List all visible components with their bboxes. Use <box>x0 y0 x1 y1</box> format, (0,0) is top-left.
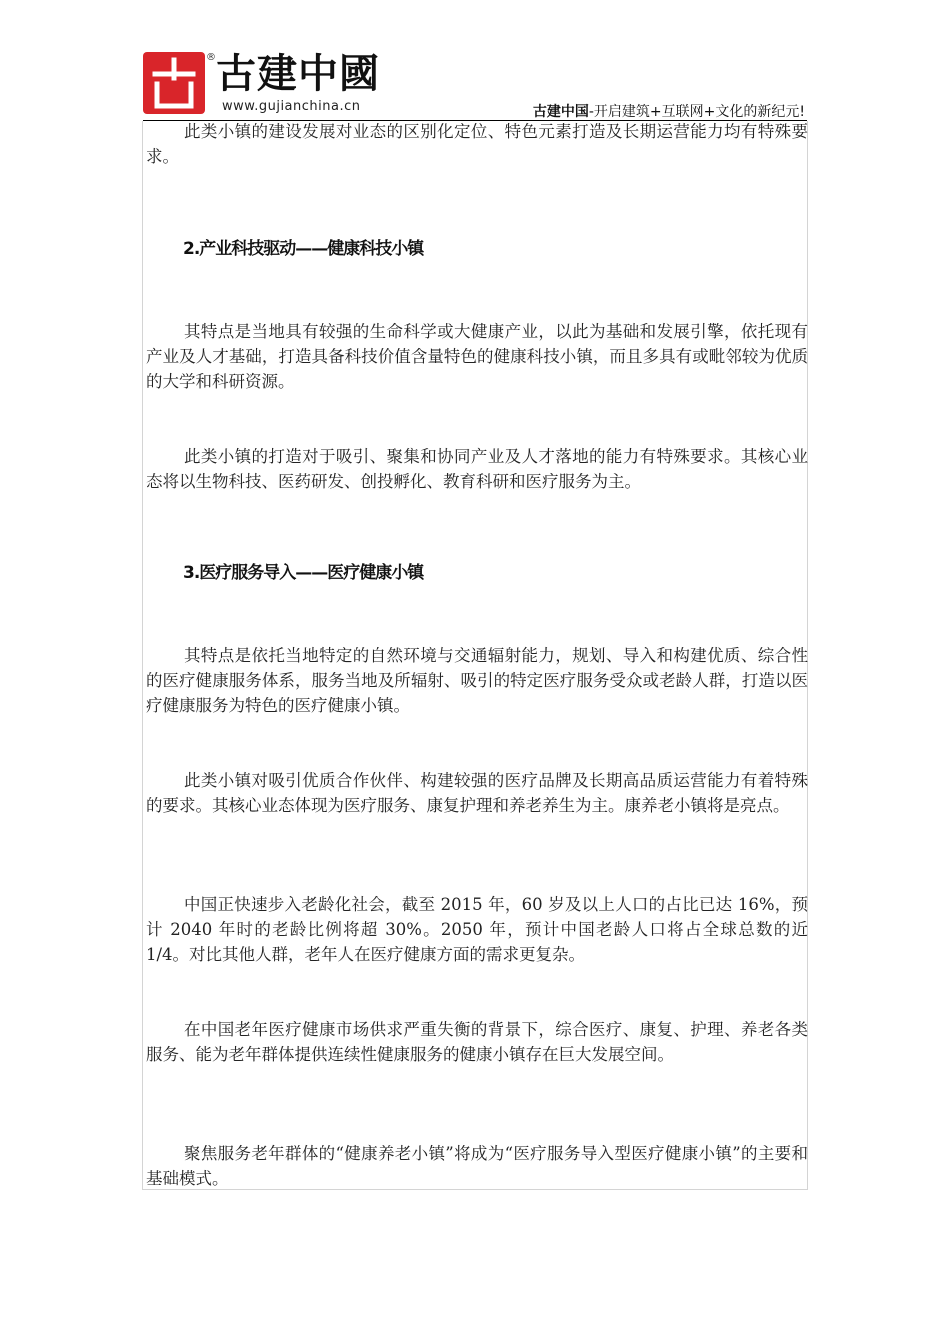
header-slogan <box>533 101 805 121</box>
paragraph-aging: 中国正快速步入老龄化社会，截至 2015 年，60 岁及以上人口的占比已达 16%，预计 2040 年时的老龄比例将超 30%。2050 年，预计中国老龄人口将占全球总数的近 1/4。对比其他人群，老年人在医疗健康方面的需求更复杂。 <box>146 895 808 964</box>
slogan-text: -开启建筑+互联网+文化的新纪元! <box>588 104 805 120</box>
article-body <box>142 121 808 1190</box>
logo-url[interactable]: www.gujianchina.cn <box>222 99 361 114</box>
paragraph-med-2: 此类小镇对吸引优质合作伙伴、构建较强的医疗品牌及长期高品质运营能力有着特殊的要求。其核心业态体现为医疗服务、康复护理和养老养生为主。康养老小镇将是亮点。 <box>146 771 808 815</box>
paragraph-tech-1: 其特点是当地具有较强的生命科学或大健康产业，以此为基础和发展引擎，依托现有产业及人才基础，打造具备科技价值含量特色的健康科技小镇，而且多具有或毗邻较为优质的大学和科研资源。 <box>146 322 808 391</box>
paragraph-tech-2: 此类小镇的打造对于吸引、聚集和协同产业及人才落地的能力有特殊要求。其核心业态将以生物科技、医药研发、创投孵化、教育科研和医疗服务为主。 <box>146 447 808 491</box>
paragraph-market: 在中国老年医疗健康市场供求严重失衡的背景下，综合医疗、康复、护理、养老各类服务、能为老年群体提供连续性健康服务的健康小镇存在巨大发展空间。 <box>146 1020 808 1064</box>
paragraph-med-1: 其特点是依托当地特定的自然环境与交通辐射能力，规划、导入和构建优质、综合性的医疗健康服务体系，服务当地及所辐射、吸引的特定医疗服务受众或老龄人群，打造以医疗健康服务为特色的医疗健康小镇。 <box>146 646 808 715</box>
logo-glyph-icon <box>143 52 205 114</box>
page-header <box>0 0 950 122</box>
logo-text: 古建中國 <box>216 50 380 97</box>
section-heading-2: 2.产业科技驱动——健康科技小镇 <box>183 239 424 259</box>
logo-mark <box>143 52 205 114</box>
paragraph-intro: 此类小镇的建设发展对业态的区别化定位、特色元素打造及长期运营能力均有特殊要求。 <box>146 122 808 166</box>
paragraph-focus: 聚焦服务老年群体的“健康养老小镇”将成为“医疗服务导入型医疗健康小镇”的主要和基础模式。 <box>146 1144 808 1188</box>
registered-mark: ® <box>206 52 216 63</box>
slogan-brand: 古建中国 <box>532 104 589 120</box>
section-heading-3: 3.医疗服务导入——医疗健康小镇 <box>183 563 424 583</box>
